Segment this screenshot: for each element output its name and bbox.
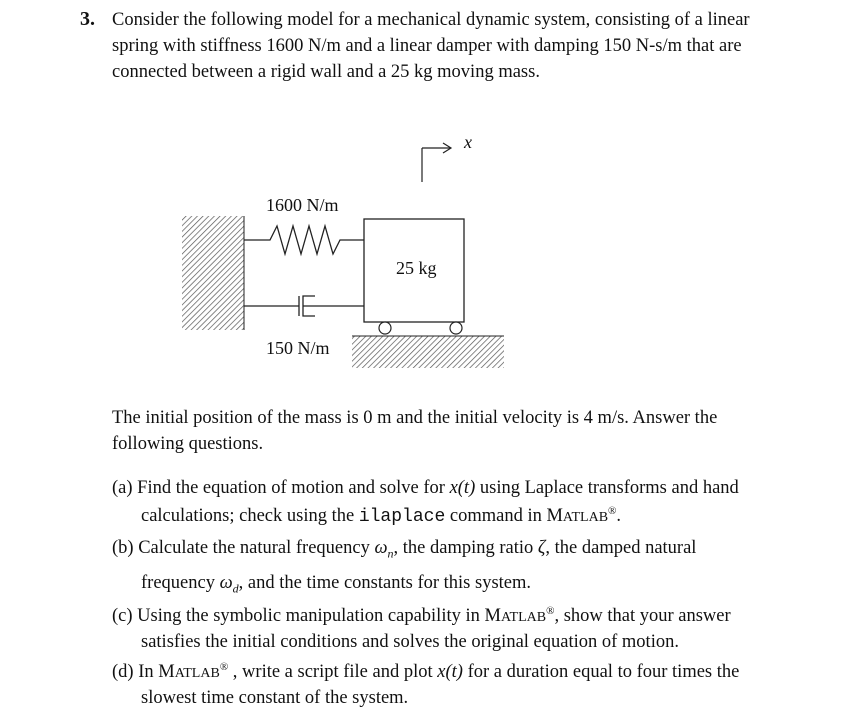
- intro-line-2: spring with stiffness 1600 N/m and a linear damper with damping 150 N-s/m that are: [112, 36, 742, 56]
- zeta-symbol: ζ: [537, 538, 546, 558]
- question-b-line-2: frequency $\omega_d$, and the time constants for this system.: [141, 573, 532, 596]
- ground: [352, 336, 504, 368]
- question-d-line-1: (d) In MATLAB® , write a script file and plot x(t) for a duration equal to four times the: [112, 661, 740, 683]
- subscript-d: d: [232, 581, 239, 596]
- omega-symbol: ω: [219, 573, 233, 593]
- x-of-t: x(t): [437, 662, 463, 683]
- spring: [244, 226, 364, 254]
- omega-symbol: ω: [374, 538, 388, 558]
- subscript-n: n: [387, 546, 394, 561]
- rigid-wall: [182, 216, 244, 330]
- intro-line-3: connected between a rigid wall and a 25 kg moving mass.: [112, 62, 540, 82]
- matlab-rest: ATLAB: [500, 610, 547, 626]
- damper: [244, 296, 364, 316]
- question-d-line-2: slowest time constant of the system.: [141, 688, 409, 708]
- registered-mark: ®: [608, 505, 617, 517]
- intro-line-1: Consider the following model for a mechanical dynamic system, consisting of a linear: [112, 10, 750, 30]
- matlab-rest: ATLAB: [562, 510, 609, 526]
- question-c-line-2: satisfies the initial conditions and solves the original equation of motion.: [141, 632, 679, 652]
- question-a-line-1: (a) Find the equation of motion and solve for x(t) using Laplace transforms and hand: [112, 478, 739, 498]
- damper-label: 150 N/m: [266, 338, 330, 358]
- problem-number: 3.: [80, 8, 95, 30]
- question-b-line-1: (b) Calculate the natural frequency $\omega_n$, the damping ratio ζ, the damped natural: [112, 538, 697, 561]
- matlab-M: M: [158, 662, 175, 683]
- matlab-M: M: [546, 506, 563, 527]
- wheel-right: [450, 322, 462, 334]
- wheel-left: [379, 322, 391, 334]
- ic-line-2: following questions.: [112, 434, 264, 454]
- spring-label: 1600 N/m: [266, 195, 339, 215]
- displacement-arrow: [422, 143, 451, 182]
- matlab-rest: ATLAB: [174, 666, 220, 682]
- mass-label: 25 kg: [396, 258, 437, 278]
- question-c-line-1: (c) Using the symbolic manipulation capability in MATLAB®, show that your answer: [112, 605, 731, 627]
- x-of-t: x(t): [449, 478, 476, 498]
- displacement-label: x: [464, 132, 472, 152]
- ilaplace-command: ilaplace: [358, 507, 446, 528]
- registered-mark: ®: [546, 605, 555, 617]
- ic-line-1: The initial position of the mass is 0 m and the initial velocity is 4 m/s. Answer the: [112, 408, 718, 428]
- question-a-line-2: calculations; check using the ilaplace command in MATLAB®.: [141, 505, 622, 528]
- registered-mark: ®: [219, 661, 229, 673]
- matlab-M: M: [484, 606, 501, 627]
